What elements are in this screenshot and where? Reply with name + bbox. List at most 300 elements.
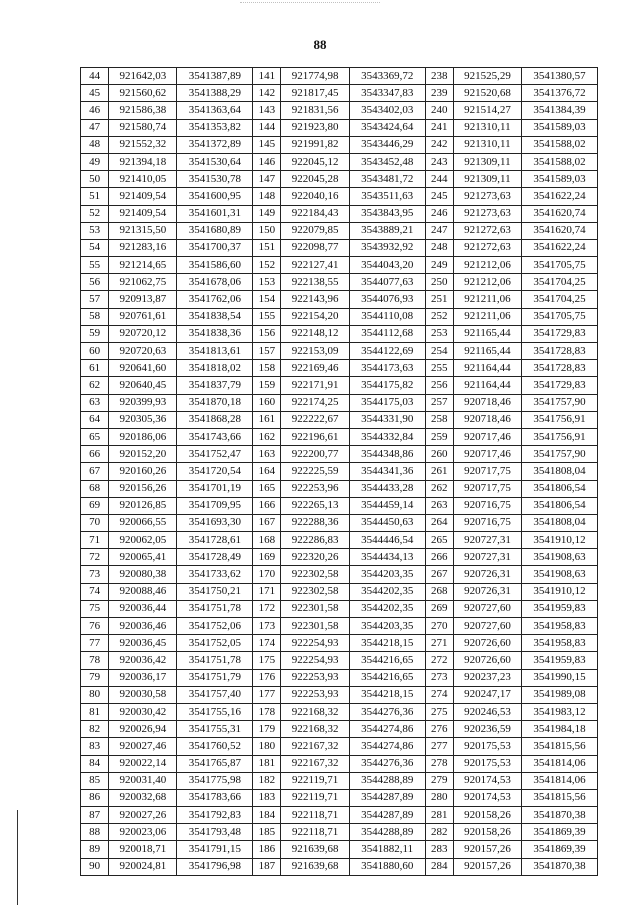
y-coordinate-cell: 3541806,54 [522, 497, 598, 514]
y-coordinate-cell: 3541793,48 [177, 824, 253, 841]
x-coordinate-cell: 922171,91 [281, 377, 349, 394]
point-number-cell: 266 [425, 549, 453, 566]
x-coordinate-cell: 922045,28 [281, 171, 349, 188]
point-number-cell: 247 [425, 222, 453, 239]
x-coordinate-cell: 920305,36 [109, 411, 177, 428]
x-coordinate-cell: 921272,63 [453, 222, 521, 239]
point-number-cell: 90 [81, 858, 109, 875]
x-coordinate-cell: 922301,58 [281, 618, 349, 635]
point-number-cell: 254 [425, 343, 453, 360]
y-coordinate-cell: 3544446,54 [349, 532, 425, 549]
x-coordinate-cell: 922302,58 [281, 566, 349, 583]
point-number-cell: 179 [253, 721, 281, 738]
x-coordinate-cell: 921831,56 [281, 102, 349, 119]
table-row [81, 428, 598, 445]
y-coordinate-cell: 3541984,18 [522, 721, 598, 738]
y-coordinate-cell: 3544076,93 [349, 291, 425, 308]
x-coordinate-cell: 920036,45 [109, 635, 177, 652]
point-number-cell: 248 [425, 239, 453, 256]
point-number-cell: 149 [253, 205, 281, 222]
point-number-cell: 62 [81, 377, 109, 394]
x-coordinate-cell: 920018,71 [109, 841, 177, 858]
point-number-cell: 75 [81, 600, 109, 617]
y-coordinate-cell: 3543932,92 [349, 239, 425, 256]
point-number-cell: 155 [253, 308, 281, 325]
table-row [81, 394, 598, 411]
point-number-cell: 274 [425, 686, 453, 703]
y-coordinate-cell: 3544043,20 [349, 257, 425, 274]
point-number-cell: 269 [425, 600, 453, 617]
x-coordinate-cell: 922167,32 [281, 755, 349, 772]
x-coordinate-cell: 920032,68 [109, 789, 177, 806]
point-number-cell: 88 [81, 824, 109, 841]
point-number-cell: 51 [81, 188, 109, 205]
y-coordinate-cell: 3544341,36 [349, 463, 425, 480]
y-coordinate-cell: 3544276,36 [349, 703, 425, 720]
y-coordinate-cell: 3541910,12 [522, 583, 598, 600]
x-coordinate-cell: 921639,68 [281, 841, 349, 858]
point-number-cell: 253 [425, 325, 453, 342]
x-coordinate-cell: 921923,80 [281, 119, 349, 136]
y-coordinate-cell: 3541728,61 [177, 532, 253, 549]
y-coordinate-cell: 3541376,72 [522, 85, 598, 102]
x-coordinate-cell: 922254,93 [281, 635, 349, 652]
point-number-cell: 44 [81, 68, 109, 85]
point-number-cell: 147 [253, 171, 281, 188]
table-row [81, 686, 598, 703]
x-coordinate-cell: 922222,67 [281, 411, 349, 428]
x-coordinate-cell: 921409,54 [109, 205, 177, 222]
y-coordinate-cell: 3541869,39 [522, 841, 598, 858]
point-number-cell: 264 [425, 514, 453, 531]
y-coordinate-cell: 3541870,38 [522, 807, 598, 824]
point-number-cell: 78 [81, 652, 109, 669]
y-coordinate-cell: 3541760,52 [177, 738, 253, 755]
y-coordinate-cell: 3541620,74 [522, 222, 598, 239]
y-coordinate-cell: 3544216,65 [349, 669, 425, 686]
x-coordinate-cell: 922143,96 [281, 291, 349, 308]
table-row [81, 738, 598, 755]
x-coordinate-cell: 922253,93 [281, 686, 349, 703]
x-coordinate-cell: 920036,44 [109, 600, 177, 617]
x-coordinate-cell: 922148,12 [281, 325, 349, 342]
table-row [81, 119, 598, 136]
y-coordinate-cell: 3541990,15 [522, 669, 598, 686]
y-coordinate-cell: 3541680,89 [177, 222, 253, 239]
point-number-cell: 262 [425, 480, 453, 497]
x-coordinate-cell: 922127,41 [281, 257, 349, 274]
x-coordinate-cell: 920174,53 [453, 772, 521, 789]
y-coordinate-cell: 3541765,87 [177, 755, 253, 772]
x-coordinate-cell: 920761,61 [109, 308, 177, 325]
x-coordinate-cell: 920716,75 [453, 497, 521, 514]
point-number-cell: 260 [425, 446, 453, 463]
x-coordinate-cell: 922119,71 [281, 772, 349, 789]
point-number-cell: 187 [253, 858, 281, 875]
y-coordinate-cell: 3541728,83 [522, 360, 598, 377]
x-coordinate-cell: 920247,17 [453, 686, 521, 703]
point-number-cell: 165 [253, 480, 281, 497]
point-number-cell: 278 [425, 755, 453, 772]
point-number-cell: 243 [425, 153, 453, 170]
point-number-cell: 271 [425, 635, 453, 652]
table-row [81, 446, 598, 463]
point-number-cell: 170 [253, 566, 281, 583]
table-row [81, 308, 598, 325]
y-coordinate-cell: 3541620,74 [522, 205, 598, 222]
y-coordinate-cell: 3541806,54 [522, 480, 598, 497]
x-coordinate-cell: 920158,26 [453, 807, 521, 824]
x-coordinate-cell: 920175,53 [453, 755, 521, 772]
x-coordinate-cell: 920186,06 [109, 428, 177, 445]
x-coordinate-cell: 921525,29 [453, 68, 521, 85]
x-coordinate-cell: 921642,03 [109, 68, 177, 85]
table-row [81, 635, 598, 652]
point-number-cell: 158 [253, 360, 281, 377]
point-number-cell: 72 [81, 549, 109, 566]
table-row [81, 532, 598, 549]
point-number-cell: 70 [81, 514, 109, 531]
y-coordinate-cell: 3541705,75 [522, 257, 598, 274]
y-coordinate-cell: 3543511,63 [349, 188, 425, 205]
y-coordinate-cell: 3541693,30 [177, 514, 253, 531]
y-coordinate-cell: 3541709,95 [177, 497, 253, 514]
x-coordinate-cell: 921164,44 [453, 377, 521, 394]
x-coordinate-cell: 922184,43 [281, 205, 349, 222]
x-coordinate-cell: 921283,16 [109, 239, 177, 256]
x-coordinate-cell: 920717,46 [453, 428, 521, 445]
point-number-cell: 175 [253, 652, 281, 669]
y-coordinate-cell: 3544276,36 [349, 755, 425, 772]
x-coordinate-cell: 920088,46 [109, 583, 177, 600]
x-coordinate-cell: 920030,42 [109, 703, 177, 720]
y-coordinate-cell: 3541704,25 [522, 291, 598, 308]
point-number-cell: 150 [253, 222, 281, 239]
x-coordinate-cell: 920717,75 [453, 463, 521, 480]
y-coordinate-cell: 3541530,78 [177, 171, 253, 188]
point-number-cell: 186 [253, 841, 281, 858]
table-row [81, 669, 598, 686]
x-coordinate-cell: 922045,12 [281, 153, 349, 170]
x-coordinate-cell: 922225,59 [281, 463, 349, 480]
point-number-cell: 166 [253, 497, 281, 514]
point-number-cell: 283 [425, 841, 453, 858]
y-coordinate-cell: 3544434,13 [349, 549, 425, 566]
point-number-cell: 84 [81, 755, 109, 772]
y-coordinate-cell: 3544288,89 [349, 772, 425, 789]
point-number-cell: 270 [425, 618, 453, 635]
x-coordinate-cell: 920030,58 [109, 686, 177, 703]
x-coordinate-cell: 920720,63 [109, 343, 177, 360]
point-number-cell: 89 [81, 841, 109, 858]
point-number-cell: 59 [81, 325, 109, 342]
x-coordinate-cell: 922196,61 [281, 428, 349, 445]
x-coordinate-cell: 920727,60 [453, 618, 521, 635]
y-coordinate-cell: 3543843,95 [349, 205, 425, 222]
table-row [81, 274, 598, 291]
y-coordinate-cell: 3541729,83 [522, 377, 598, 394]
y-coordinate-cell: 3541353,82 [177, 119, 253, 136]
y-coordinate-cell: 3544218,15 [349, 686, 425, 703]
y-coordinate-cell: 3543446,29 [349, 136, 425, 153]
point-number-cell: 178 [253, 703, 281, 720]
point-number-cell: 82 [81, 721, 109, 738]
point-number-cell: 273 [425, 669, 453, 686]
point-number-cell: 252 [425, 308, 453, 325]
x-coordinate-cell: 920727,31 [453, 532, 521, 549]
x-coordinate-cell: 920399,93 [109, 394, 177, 411]
y-coordinate-cell: 3541796,98 [177, 858, 253, 875]
y-coordinate-cell: 3541958,83 [522, 635, 598, 652]
x-coordinate-cell: 920027,26 [109, 807, 177, 824]
x-coordinate-cell: 920726,60 [453, 635, 521, 652]
point-number-cell: 57 [81, 291, 109, 308]
point-number-cell: 257 [425, 394, 453, 411]
y-coordinate-cell: 3543452,48 [349, 153, 425, 170]
table-row [81, 153, 598, 170]
point-number-cell: 52 [81, 205, 109, 222]
y-coordinate-cell: 3541791,15 [177, 841, 253, 858]
table-body [81, 68, 598, 876]
y-coordinate-cell: 3544274,86 [349, 721, 425, 738]
y-coordinate-cell: 3541989,08 [522, 686, 598, 703]
x-coordinate-cell: 922169,46 [281, 360, 349, 377]
table-row [81, 807, 598, 824]
x-coordinate-cell: 921211,06 [453, 308, 521, 325]
y-coordinate-cell: 3544332,84 [349, 428, 425, 445]
table-row [81, 257, 598, 274]
x-coordinate-cell: 920027,46 [109, 738, 177, 755]
x-coordinate-cell: 922288,36 [281, 514, 349, 531]
y-coordinate-cell: 3541838,54 [177, 308, 253, 325]
x-coordinate-cell: 920023,06 [109, 824, 177, 841]
table-row [81, 463, 598, 480]
x-coordinate-cell: 921560,62 [109, 85, 177, 102]
table-row [81, 102, 598, 119]
point-number-cell: 251 [425, 291, 453, 308]
point-number-cell: 141 [253, 68, 281, 85]
point-number-cell: 67 [81, 463, 109, 480]
y-coordinate-cell: 3541728,83 [522, 343, 598, 360]
y-coordinate-cell: 3541729,83 [522, 325, 598, 342]
x-coordinate-cell: 922153,09 [281, 343, 349, 360]
y-coordinate-cell: 3541380,57 [522, 68, 598, 85]
point-number-cell: 167 [253, 514, 281, 531]
table-row [81, 171, 598, 188]
y-coordinate-cell: 3544175,82 [349, 377, 425, 394]
y-coordinate-cell: 3541868,28 [177, 411, 253, 428]
point-number-cell: 172 [253, 600, 281, 617]
point-number-cell: 145 [253, 136, 281, 153]
y-coordinate-cell: 3541588,02 [522, 153, 598, 170]
y-coordinate-cell: 3541837,79 [177, 377, 253, 394]
y-coordinate-cell: 3541586,60 [177, 257, 253, 274]
x-coordinate-cell: 920717,46 [453, 446, 521, 463]
x-coordinate-cell: 922174,25 [281, 394, 349, 411]
x-coordinate-cell: 920718,46 [453, 394, 521, 411]
table-row [81, 789, 598, 806]
table-row [81, 600, 598, 617]
point-number-cell: 71 [81, 532, 109, 549]
x-coordinate-cell: 921309,11 [453, 153, 521, 170]
x-coordinate-cell: 922200,77 [281, 446, 349, 463]
y-coordinate-cell: 3541733,62 [177, 566, 253, 583]
y-coordinate-cell: 3541792,83 [177, 807, 253, 824]
point-number-cell: 54 [81, 239, 109, 256]
y-coordinate-cell: 3541959,83 [522, 600, 598, 617]
y-coordinate-cell: 3541752,47 [177, 446, 253, 463]
point-number-cell: 240 [425, 102, 453, 119]
point-number-cell: 55 [81, 257, 109, 274]
y-coordinate-cell: 3541750,21 [177, 583, 253, 600]
point-number-cell: 56 [81, 274, 109, 291]
x-coordinate-cell: 920237,23 [453, 669, 521, 686]
point-number-cell: 85 [81, 772, 109, 789]
x-coordinate-cell: 920126,85 [109, 497, 177, 514]
point-number-cell: 169 [253, 549, 281, 566]
x-coordinate-cell: 920156,26 [109, 480, 177, 497]
table-row [81, 652, 598, 669]
x-coordinate-cell: 920174,53 [453, 789, 521, 806]
point-number-cell: 156 [253, 325, 281, 342]
y-coordinate-cell: 3541908,63 [522, 549, 598, 566]
x-coordinate-cell: 922168,32 [281, 721, 349, 738]
point-number-cell: 276 [425, 721, 453, 738]
x-coordinate-cell: 920913,87 [109, 291, 177, 308]
x-coordinate-cell: 920718,46 [453, 411, 521, 428]
y-coordinate-cell: 3541589,03 [522, 119, 598, 136]
point-number-cell: 81 [81, 703, 109, 720]
point-number-cell: 77 [81, 635, 109, 652]
point-number-cell: 60 [81, 343, 109, 360]
y-coordinate-cell: 3541384,39 [522, 102, 598, 119]
x-coordinate-cell: 921309,11 [453, 171, 521, 188]
y-coordinate-cell: 3541813,61 [177, 343, 253, 360]
x-coordinate-cell: 922098,77 [281, 239, 349, 256]
point-number-cell: 76 [81, 618, 109, 635]
x-coordinate-cell: 920036,17 [109, 669, 177, 686]
point-number-cell: 69 [81, 497, 109, 514]
table-row [81, 343, 598, 360]
x-coordinate-cell: 922119,71 [281, 789, 349, 806]
point-number-cell: 185 [253, 824, 281, 841]
y-coordinate-cell: 3541908,63 [522, 566, 598, 583]
point-number-cell: 162 [253, 428, 281, 445]
point-number-cell: 259 [425, 428, 453, 445]
point-number-cell: 263 [425, 497, 453, 514]
y-coordinate-cell: 3541757,40 [177, 686, 253, 703]
point-number-cell: 244 [425, 171, 453, 188]
y-coordinate-cell: 3541600,95 [177, 188, 253, 205]
x-coordinate-cell: 921310,11 [453, 136, 521, 153]
point-number-cell: 47 [81, 119, 109, 136]
table-row [81, 188, 598, 205]
y-coordinate-cell: 3541700,37 [177, 239, 253, 256]
y-coordinate-cell: 3543424,64 [349, 119, 425, 136]
y-coordinate-cell: 3541869,39 [522, 824, 598, 841]
point-number-cell: 159 [253, 377, 281, 394]
x-coordinate-cell: 922254,93 [281, 652, 349, 669]
y-coordinate-cell: 3541751,78 [177, 652, 253, 669]
y-coordinate-cell: 3544218,15 [349, 635, 425, 652]
point-number-cell: 143 [253, 102, 281, 119]
y-coordinate-cell: 3543481,72 [349, 171, 425, 188]
y-coordinate-cell: 3544173,63 [349, 360, 425, 377]
table-row [81, 377, 598, 394]
x-coordinate-cell: 920065,41 [109, 549, 177, 566]
y-coordinate-cell: 3544077,63 [349, 274, 425, 291]
margin-line [17, 810, 18, 905]
table-row [81, 858, 598, 875]
point-number-cell: 249 [425, 257, 453, 274]
x-coordinate-cell: 921272,63 [453, 239, 521, 256]
point-number-cell: 86 [81, 789, 109, 806]
point-number-cell: 245 [425, 188, 453, 205]
point-number-cell: 49 [81, 153, 109, 170]
table-row [81, 566, 598, 583]
point-number-cell: 250 [425, 274, 453, 291]
x-coordinate-cell: 921273,63 [453, 205, 521, 222]
table-row [81, 291, 598, 308]
table-row [81, 85, 598, 102]
point-number-cell: 280 [425, 789, 453, 806]
x-coordinate-cell: 920175,53 [453, 738, 521, 755]
y-coordinate-cell: 3541757,90 [522, 394, 598, 411]
y-coordinate-cell: 3541783,66 [177, 789, 253, 806]
y-coordinate-cell: 3541815,56 [522, 789, 598, 806]
x-coordinate-cell: 921165,44 [453, 325, 521, 342]
point-number-cell: 50 [81, 171, 109, 188]
y-coordinate-cell: 3541880,60 [349, 858, 425, 875]
table-row [81, 618, 598, 635]
y-coordinate-cell: 3544122,69 [349, 343, 425, 360]
y-coordinate-cell: 3541588,02 [522, 136, 598, 153]
x-coordinate-cell: 921410,05 [109, 171, 177, 188]
x-coordinate-cell: 922253,93 [281, 669, 349, 686]
table-row [81, 325, 598, 342]
point-number-cell: 246 [425, 205, 453, 222]
point-number-cell: 46 [81, 102, 109, 119]
x-coordinate-cell: 920158,26 [453, 824, 521, 841]
y-coordinate-cell: 3541755,16 [177, 703, 253, 720]
y-coordinate-cell: 3544110,08 [349, 308, 425, 325]
y-coordinate-cell: 3544287,89 [349, 789, 425, 806]
y-coordinate-cell: 3544203,35 [349, 566, 425, 583]
point-number-cell: 163 [253, 446, 281, 463]
y-coordinate-cell: 3541775,98 [177, 772, 253, 789]
x-coordinate-cell: 921315,50 [109, 222, 177, 239]
y-coordinate-cell: 3541720,54 [177, 463, 253, 480]
point-number-cell: 238 [425, 68, 453, 85]
y-coordinate-cell: 3541815,56 [522, 738, 598, 755]
y-coordinate-cell: 3543889,21 [349, 222, 425, 239]
point-number-cell: 151 [253, 239, 281, 256]
x-coordinate-cell: 920236,59 [453, 721, 521, 738]
x-coordinate-cell: 920717,75 [453, 480, 521, 497]
x-coordinate-cell: 922301,58 [281, 600, 349, 617]
table-row [81, 205, 598, 222]
scan-artifact [240, 2, 380, 9]
table-row [81, 549, 598, 566]
y-coordinate-cell: 3543402,03 [349, 102, 425, 119]
point-number-cell: 48 [81, 136, 109, 153]
point-number-cell: 173 [253, 618, 281, 635]
y-coordinate-cell: 3541387,89 [177, 68, 253, 85]
point-number-cell: 153 [253, 274, 281, 291]
table-row [81, 514, 598, 531]
y-coordinate-cell: 3541818,02 [177, 360, 253, 377]
y-coordinate-cell: 3541589,03 [522, 171, 598, 188]
